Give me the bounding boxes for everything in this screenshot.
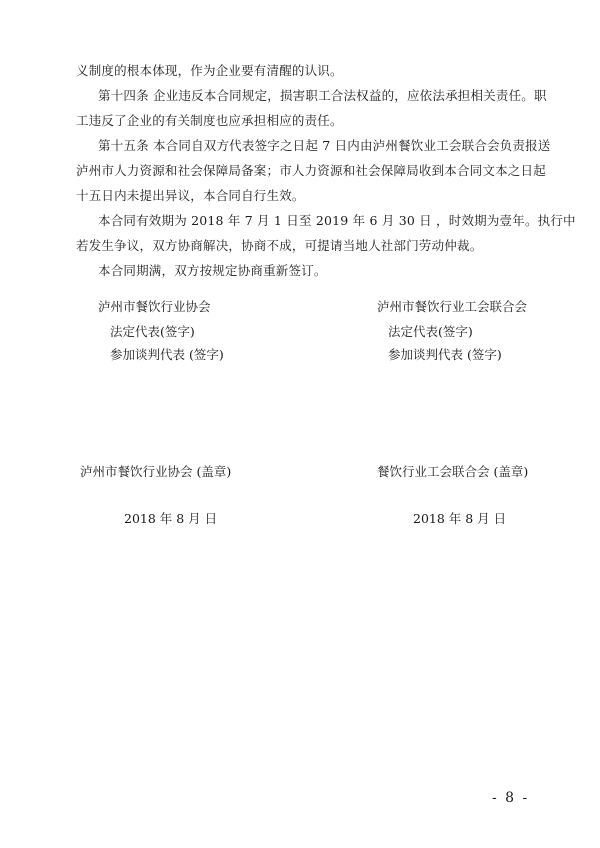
left-legal-rep: 法定代表(签字) bbox=[110, 324, 195, 339]
body-line: 工违反了企业的有关制度也应承担相应的责任。 bbox=[76, 113, 343, 128]
body-line: 泸州市人力资源和社会保障局备案；市人力资源和社会保障局收到本合同文本之日起 bbox=[76, 163, 546, 178]
body-line: 若发生争议，双方协商解决，协商不成，可提请当地人社部门劳动仲裁。 bbox=[76, 238, 483, 253]
right-legal-rep: 法定代表(签字) bbox=[388, 324, 473, 339]
expiry-line: 本合同期满，双方按规定协商重新签订。 bbox=[98, 263, 327, 278]
right-org-name: 泸州市餐饮行业工会联合会 bbox=[377, 299, 528, 314]
right-negotiator: 参加谈判代表 (签字) bbox=[388, 347, 502, 362]
right-seal-line: 餐饮行业工会联合会 (盖章) bbox=[377, 464, 529, 479]
left-date: 2018 年 8 月 日 bbox=[124, 511, 218, 526]
article-15-line: 第十五条 本合同自双方代表签字之日起 7 日内由泸州餐饮业工会联合会负责报送 bbox=[98, 138, 551, 153]
body-line: 义制度的根本体现，作为企业要有清醒的认识。 bbox=[76, 63, 343, 78]
right-date: 2018 年 8 月 日 bbox=[413, 511, 507, 526]
validity-line: 本合同有效期为 2018 年 7 月 1 日至 2019 年 6 月 30 日 ，时效期为壹年。执行中 bbox=[98, 213, 576, 228]
left-org-name: 泸州市餐饮行业协会 bbox=[98, 299, 211, 314]
left-negotiator: 参加谈判代表 (签字) bbox=[110, 347, 224, 362]
page-number: - 8 - bbox=[492, 790, 530, 806]
body-line: 十五日内未提出异议，本合同自行生效。 bbox=[76, 188, 305, 203]
left-seal-line: 泸州市餐饮行业协会 (盖章) bbox=[80, 464, 232, 479]
article-14-line: 第十四条 企业违反本合同规定，损害职工合法权益的，应依法承担相关责任。职 bbox=[98, 88, 547, 103]
